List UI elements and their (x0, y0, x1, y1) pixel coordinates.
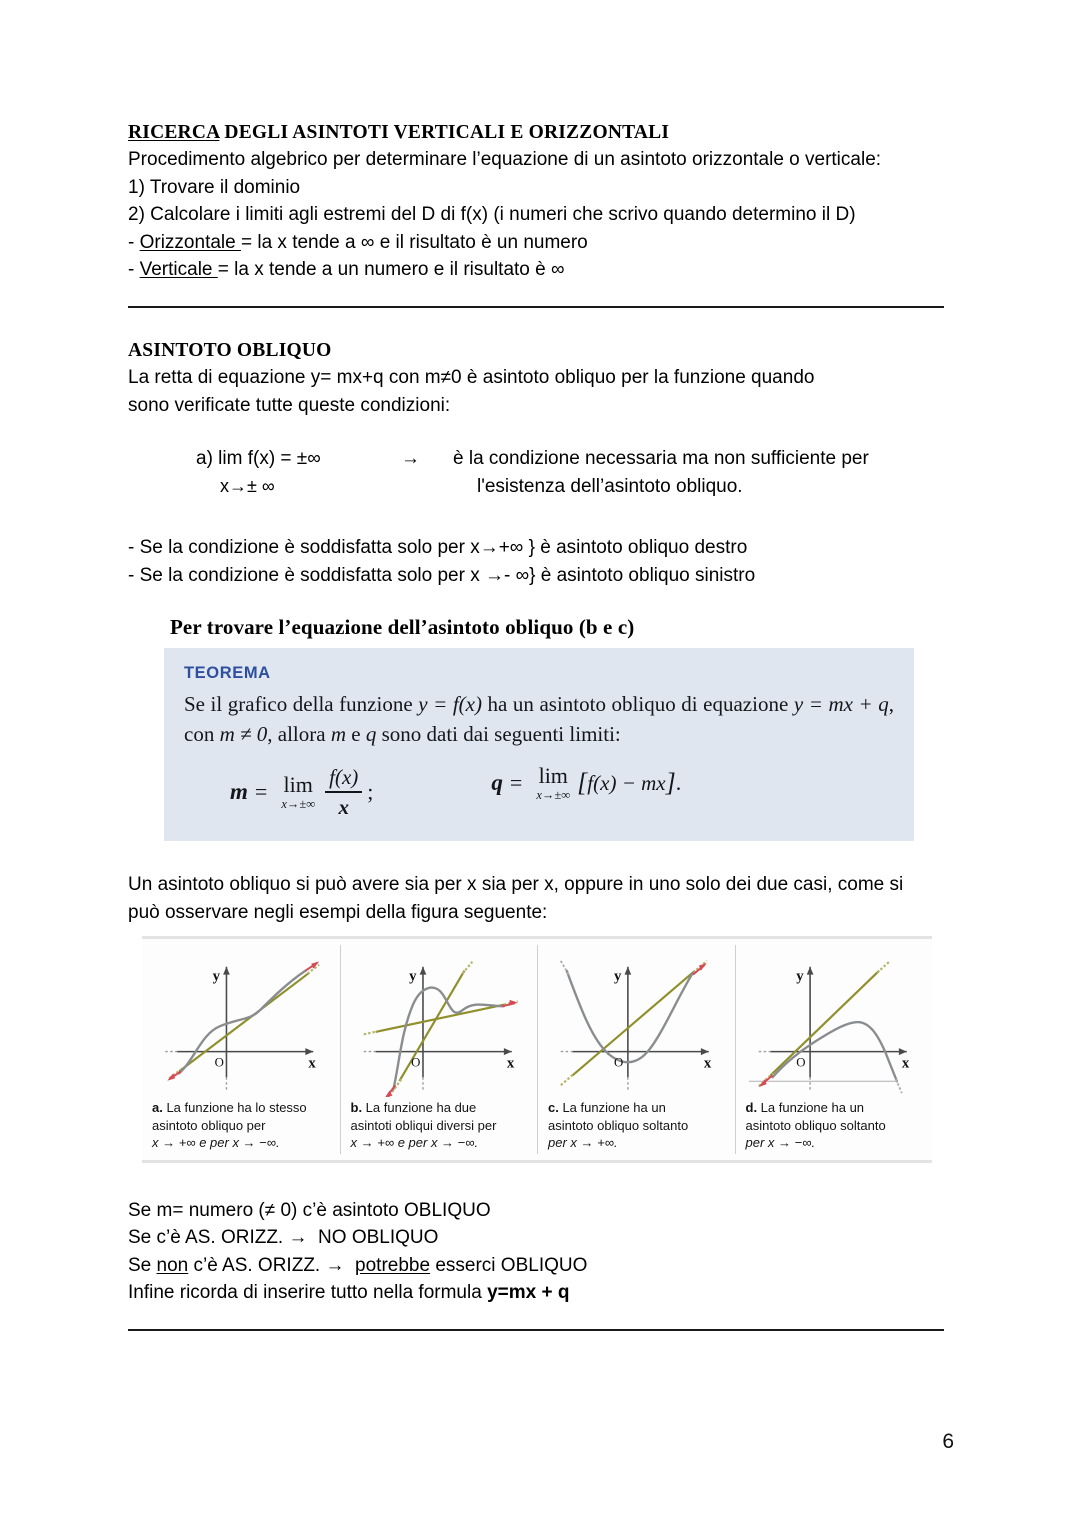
section3-line3-c: esserci OBLIQUO (430, 1254, 588, 1276)
panel-d-x-label: x (901, 1055, 909, 1072)
condition-a-limit-sub: x→± ∞ (220, 475, 275, 496)
figure-panel-b (340, 945, 538, 1154)
theorem-text-fx: y = f(x) (418, 692, 482, 717)
panel-d-caption-math: per x → −∞. (745, 1135, 816, 1150)
condition-a-arrow-icon: → (401, 448, 420, 470)
figure-panel-a (142, 945, 340, 1154)
section1-bullet-verticale: - Verticale = la x tende a un numero e il risultato è ∞ (128, 259, 565, 281)
theorem-text-q: q (365, 722, 377, 747)
formula-q-open-bracket: [ (577, 768, 588, 798)
theorem-text-m: m ≠ 0 (219, 722, 268, 747)
formula-q (491, 765, 681, 802)
panel-a-caption (152, 1099, 332, 1152)
theorem-text-part4: , allora (267, 722, 331, 747)
figure-intro-line-1: Un asintoto obliquo si può avere sia per x sia per x, oppure in uno solo dei due casi, come si (128, 874, 904, 895)
formula-q-body: f(x) − mx (587, 770, 666, 795)
section3-line3-b: c’è AS. ORIZZ. → (188, 1254, 356, 1276)
divider-bottom (128, 1329, 944, 1331)
panel-c-graph (548, 949, 727, 1097)
section3-line4-a: Infine ricorda di inserire tutto nella formula (128, 1282, 488, 1303)
panel-b-letter: b. (350, 1100, 363, 1115)
verticale-text: = la x tende a un numero e il risultato è ∞ (217, 259, 565, 281)
panel-d-caption-line1: La funzione ha un (757, 1100, 865, 1115)
panel-a-x-label: x (308, 1055, 316, 1072)
section3-line-4 (128, 1279, 944, 1307)
panel-c-origin-label: O (614, 1055, 624, 1070)
theorem-panel (164, 615, 914, 841)
theorem-formulas (184, 765, 894, 819)
formula-q-lim-word: lim (538, 763, 568, 789)
panel-b-caption-line2: asintoti obliqui diversi per (350, 1117, 497, 1133)
formula-q-equals: = (509, 770, 523, 796)
verticale-label: Verticale (139, 259, 218, 281)
theorem-label: TEOREMA (184, 664, 271, 683)
formula-m-var: m (230, 779, 248, 805)
theorem-text-part1: Se il grafico della funzione (184, 692, 419, 717)
panel-a-caption-math: x → +∞ e per x → −∞. (152, 1135, 280, 1150)
condition-a-row-2 (196, 473, 944, 501)
panel-c-caption-math: per x → +∞. (548, 1135, 618, 1150)
panel-d-caption (746, 1099, 925, 1152)
section3-line-1: Se m= numero (≠ 0) c’è asintoto OBLIQUO (128, 1199, 491, 1221)
theorem-text-part5: e (346, 722, 366, 747)
section2-note-2: - Se la condizione è soddisfatta solo per x →- ∞} è asintoto obliquo sinistro (128, 564, 756, 586)
panel-a-graph (152, 949, 332, 1097)
section1-line-3: 2) Calcolare i limiti agli estremi del D di f(x) (i numeri che scrivo quando determino il D) (128, 204, 856, 226)
theorem-text-part6: sono dati dai seguenti limiti: (376, 722, 621, 747)
formula-q-limit (536, 765, 570, 802)
formula-m (230, 765, 373, 819)
condition-a-limit: a) lim f(x) = ±∞ (196, 448, 321, 470)
formula-m-denominator: x (338, 794, 349, 819)
formula-m-fraction (325, 765, 362, 819)
panel-d-caption-line2: asintoto obliquo soltanto (745, 1117, 886, 1133)
condition-a-row (196, 445, 944, 473)
section3-potrebbe-underlined: potrebbe (355, 1254, 431, 1276)
panel-c-caption-line1: La funzione ha un (558, 1100, 666, 1115)
orizzontale-text: = la x tende a ∞ e il risultato è un numero (240, 231, 588, 253)
section1-bullet-orizzontale: - Orizzontale = la x tende a ∞ e il risultato è un numero (128, 231, 588, 253)
orizzontale-label: Orizzontale (139, 231, 241, 253)
section3-formula-bold: y=mx + q (487, 1282, 570, 1303)
panel-c-y-label: y (614, 968, 622, 985)
panel-a-y-label: y (212, 968, 221, 985)
page-content (128, 120, 944, 1331)
section2-note-1: - Se la condizione è soddisfatta solo per x→+∞ } è asintoto obliquo destro (128, 537, 748, 559)
panel-b-graph (351, 949, 530, 1097)
panel-c-caption (548, 1099, 727, 1152)
condition-a-block (196, 445, 944, 500)
section3-line-3 (128, 1252, 944, 1280)
formula-m-lim-word: lim (283, 771, 313, 797)
panel-a-caption-line1: La funzione ha lo stesso (162, 1100, 307, 1115)
theorem-text-eq: y = mx + q (793, 692, 889, 717)
section3-line3-a: Se (128, 1254, 157, 1276)
section3-non-underlined: non (156, 1254, 189, 1276)
heading-underlined-part: RICERCA (128, 122, 220, 143)
panel-b-caption-math: x → +∞ e per x → −∞. (350, 1135, 479, 1150)
fraction-bar (325, 791, 362, 793)
condition-a-text-line2: l'esistenza dell’asintoto obliquo. (477, 475, 743, 497)
section2-line-2: sono verificate tutte queste condizioni: (128, 394, 451, 416)
heading-rest-part: DEGLI ASINTOTI VERTICALI E ORIZZONTALI (219, 122, 670, 143)
formula-m-numerator: f(x) (329, 765, 359, 790)
theorem-box (164, 648, 914, 841)
panel-d-graph (746, 949, 925, 1097)
panel-b-y-label: y (408, 968, 417, 985)
formula-m-limit (281, 771, 316, 811)
section3-line-2: Se c’è AS. ORIZZ. → NO OBLIQUO (128, 1227, 439, 1248)
formula-q-tail: . (675, 770, 682, 796)
theorem-text-part2: ha un asintoto obliquo di equazione (481, 692, 794, 717)
panel-a-caption-line2: asintoto obliquo per (152, 1117, 266, 1133)
panel-c-x-label: x (703, 1055, 712, 1072)
formula-q-lim-sub: x→±∞ (536, 788, 571, 803)
theorem-text-mq: m (330, 722, 347, 747)
panel-a-letter: a. (152, 1100, 163, 1115)
formula-q-var: q (491, 770, 503, 796)
figure-panel-c (537, 945, 735, 1154)
panel-b-x-label: x (506, 1055, 514, 1072)
figure-panels (142, 945, 932, 1154)
panel-c-letter: c. (548, 1100, 559, 1115)
formula-m-lim-sub: x→±∞ (281, 796, 316, 811)
section-heading-ricerca (128, 120, 944, 146)
panel-b-caption-line1: La funzione ha due (362, 1100, 477, 1115)
section1-line-2: 1) Trovare il dominio (128, 176, 301, 198)
panel-d-letter: d. (745, 1100, 758, 1115)
theorem-panel-title: Per trovare l’equazione dell’asintoto obliquo (b e c) (170, 615, 635, 640)
theorem-statement (184, 689, 894, 749)
formula-m-equals: = (254, 779, 268, 805)
theorem-text-part3: , con (184, 692, 894, 747)
section1-line-1: Procedimento algebrico per determinare l’equazione di un asintoto orizzontale o verticale: (128, 149, 882, 171)
asymptote-examples-figure (142, 936, 932, 1163)
figure-panel-d (735, 945, 933, 1154)
section-heading-asintoto-obliquo: ASINTOTO OBLIQUO (128, 339, 332, 361)
panel-b-origin-label: O (410, 1055, 420, 1070)
formula-q-close-bracket: ] (665, 768, 676, 798)
panel-b-caption (351, 1099, 530, 1152)
formula-m-tail: ; (367, 779, 374, 805)
section2-line-1: La retta di equazione y= mx+q con m≠0 è asintoto obliquo per la funzione quando (128, 367, 815, 389)
figure-intro-line-2: può osservare negli esempi della figura seguente: (128, 901, 548, 923)
panel-a-origin-label: O (214, 1055, 224, 1070)
condition-a-text-line1: è la condizione necessaria ma non sufficiente per (453, 448, 869, 470)
page-number: 6 (942, 1430, 954, 1453)
panel-c-caption-line2: asintoto obliquo soltanto (548, 1117, 689, 1133)
panel-d-origin-label: O (795, 1055, 806, 1070)
panel-d-y-label: y (795, 968, 804, 985)
